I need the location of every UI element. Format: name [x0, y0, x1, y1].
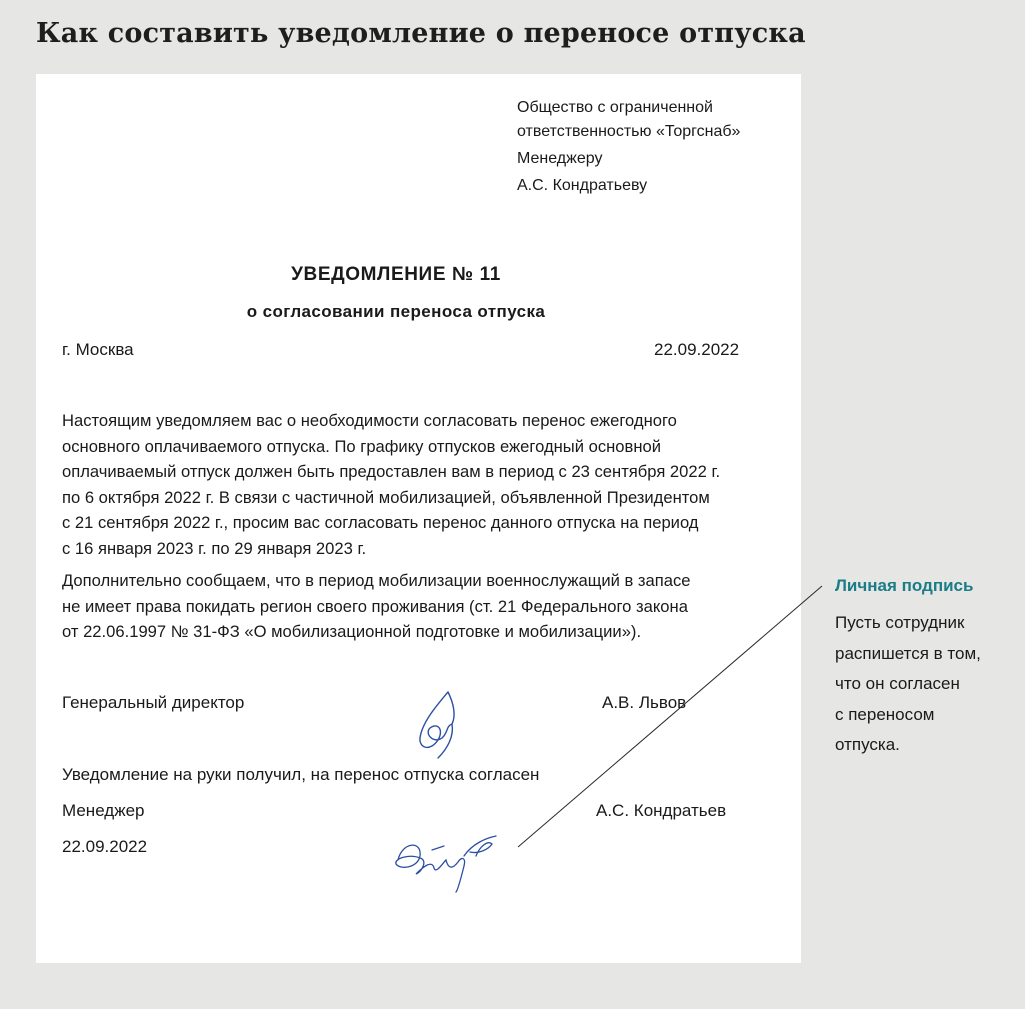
- employee-position: Менеджер: [62, 801, 145, 820]
- annotation-line: с переносом: [835, 704, 935, 724]
- paragraph-line: по 6 октября 2022 г. В связи с частичной мобилизацией, объявленной Президентом: [62, 487, 710, 507]
- document-title: УВЕДОМЛЕНИЕ № 11: [291, 264, 501, 285]
- annotation-line: что он согласен: [835, 674, 960, 693]
- director-name: А.В. Львов: [602, 693, 687, 712]
- addressee-position: Менеджеру: [517, 150, 603, 167]
- paragraph-line: Дополнительно сообщаем, что в период мобилизации военнослужащий в запасе: [62, 571, 691, 590]
- annotation-text: [835, 608, 981, 761]
- annotation-heading: Личная подпись: [835, 576, 974, 595]
- employee-date: 22.09.2022: [62, 837, 148, 856]
- addressee-org-line-1: Общество с ограниченной: [517, 99, 713, 116]
- paragraph-line: оплачиваемый отпуск должен быть предоставлен вам в период с 23 сентября 2022 г.: [62, 462, 721, 481]
- annotation-line: отпуска.: [835, 735, 900, 754]
- document-date: 22.09.2022: [654, 340, 740, 359]
- document-subtitle: о согласовании переноса отпуска: [246, 302, 546, 321]
- paragraph-line: основного оплачиваемого отпуска. По графику отпусков ежегодный основной: [62, 436, 661, 456]
- paragraph-line: не имеет права покидать регион своего проживания (ст. 21 Федерального закона: [62, 596, 688, 616]
- acknowledgement-text: Уведомление на руки получил, на перенос отпуска согласен: [62, 765, 540, 784]
- annotation-line: Пусть сотрудник: [835, 613, 965, 632]
- employee-name: А.С. Кондратьев: [596, 801, 727, 820]
- paragraph-line: с 16 января 2023 г. по 29 января 2023 г.: [62, 538, 367, 558]
- annotation-line: распишется в том,: [835, 643, 981, 663]
- page-title: Как составить уведомление о переносе отпуска: [36, 18, 806, 49]
- city: г. Москва: [62, 340, 134, 359]
- addressee-name: А.С. Кондратьеву: [517, 177, 648, 194]
- director-position: Генеральный директор: [62, 693, 245, 712]
- addressee-org-line-2: ответственностью «Торгснаб»: [517, 123, 741, 140]
- paragraph-line: от 22.06.1997 № 31-ФЗ «О мобилизационной подготовке и мобилизации»).: [62, 622, 642, 641]
- paragraph-line: с 21 сентября 2022 г., просим вас согласовать перенос данного отпуска на период: [62, 513, 699, 532]
- paragraph-line: Настоящим уведомляем вас о необходимости согласовать перенос ежегодного: [62, 411, 677, 430]
